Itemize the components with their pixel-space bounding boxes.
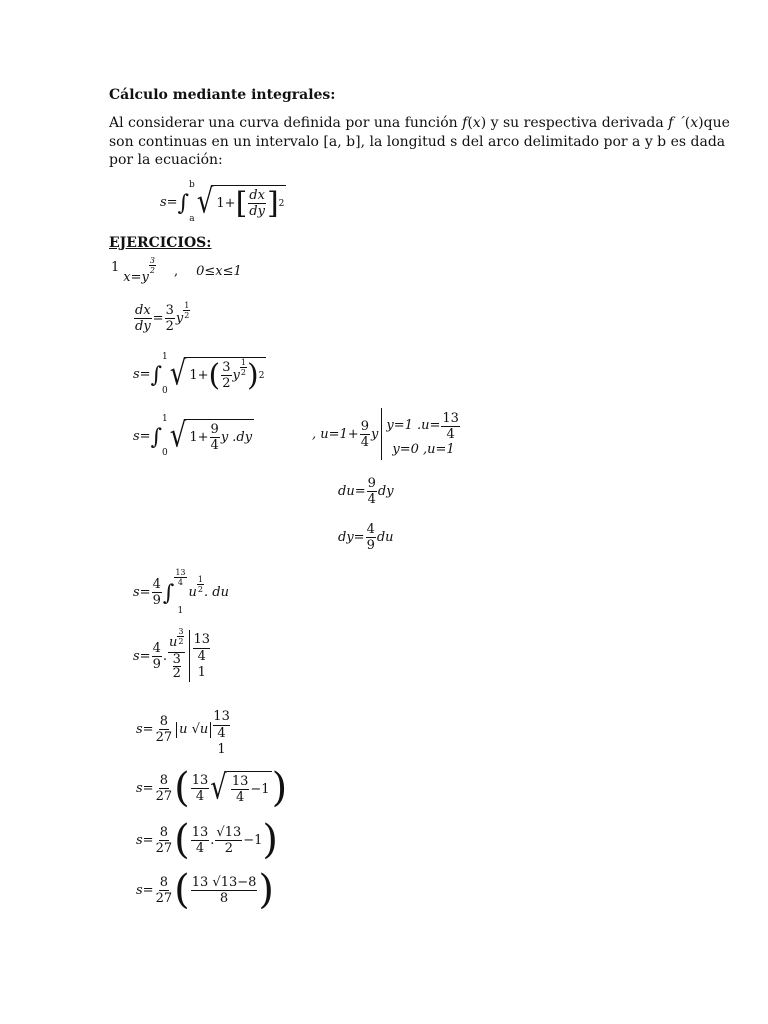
dy-relation: dy= $\frac{4}{9}$ du [338, 522, 394, 553]
section-heading: EJERCICIOS: [109, 235, 212, 251]
substitution: , u=1+ $\frac{9}{4}$ y y=1 .u= $\frac{13}{4}$ y=0 ,u=1 [312, 408, 461, 460]
sqrt-icon: √ 1+ ( $\frac{3}{2}$ y 1 2 ) 2 [169, 354, 265, 394]
evaluation-step-2: s= $\frac{8}{27}$ u √u 13 4 1 [136, 709, 230, 757]
integral-icon: ∫ [150, 363, 163, 388]
intro-text-1: Al considerar una curva definida por una función [109, 115, 458, 131]
integral-icon: ∫ [162, 581, 175, 606]
intro-line-3: por la ecuación: [109, 152, 223, 168]
integral-icon: ∫ [150, 425, 163, 450]
integral-step-3: s= $\frac{4}{9}$ ∫ 13 4 1 u 1 2 . du [133, 568, 229, 616]
sqrt-icon: √ 1+ [ $\frac{dx}{dy}$ ] 2 [196, 182, 285, 222]
f-symbol: f [462, 115, 468, 131]
evaluation-step-5: s= $\frac{8}{27}$ ( $\frac{13 √13-8}{8}$ ) [136, 867, 275, 913]
evaluation-step-3: s= $\frac{8}{27}$ ( $\frac{13}{4}$ √ $\frac{13}{4}$ −1 ) [136, 765, 288, 811]
sqrt-icon: √ 1+ $\frac{9}{4}$ y .dy [169, 416, 253, 456]
sqrt-icon: √ $\frac{13}{4}$ −1 [210, 768, 270, 808]
x-symbol: x [472, 115, 481, 131]
exercise-1-statement: 1 x=y 3 2 , 0≤x≤1 [111, 256, 242, 285]
derivative-step: $\frac{dx}{dy}$ = $\frac{3}{2}$ y 1 2 [135, 301, 190, 334]
integral-icon: ∫ [177, 191, 190, 216]
du-relation: du= $\frac{9}{4}$ dy [338, 476, 394, 507]
evaluation-step-1: s= $\frac{4}{9}$ . u 3 2 $\frac{3}{2}$ 13 4 1 [133, 626, 211, 681]
arc-length-formula: s= ∫ b a √ 1+ [ $\frac{dx}{dy}$ ] 2 [160, 180, 285, 224]
intro-line-2: son continuas en un intervalo [a, b], la longitud s del arco delimitado por a y b es dada [109, 134, 726, 150]
intro-text-3: que [703, 115, 730, 131]
intro-line-1: Al considerar una curva definida por una función f(x) y su respectiva derivada f ´(x)que [109, 115, 730, 131]
intro-text-2: y su respectiva derivada [490, 115, 664, 131]
integral-step-2: s= ∫ 1 0 √ 1+ $\frac{9}{4}$ y .dy [133, 414, 253, 458]
evaluation-step-4: s= $\frac{8}{27}$ ( $\frac{13}{4}$ . $\frac{√13}{2}$ −1 ) [136, 817, 279, 863]
fprime-symbol: f ´ [668, 115, 685, 131]
page-title: Cálculo mediante integrales: [109, 87, 336, 103]
integral-step-1: s= ∫ 1 0 √ 1+ ( $\frac{3}{2}$ y 1 2 ) 2 [133, 352, 265, 396]
